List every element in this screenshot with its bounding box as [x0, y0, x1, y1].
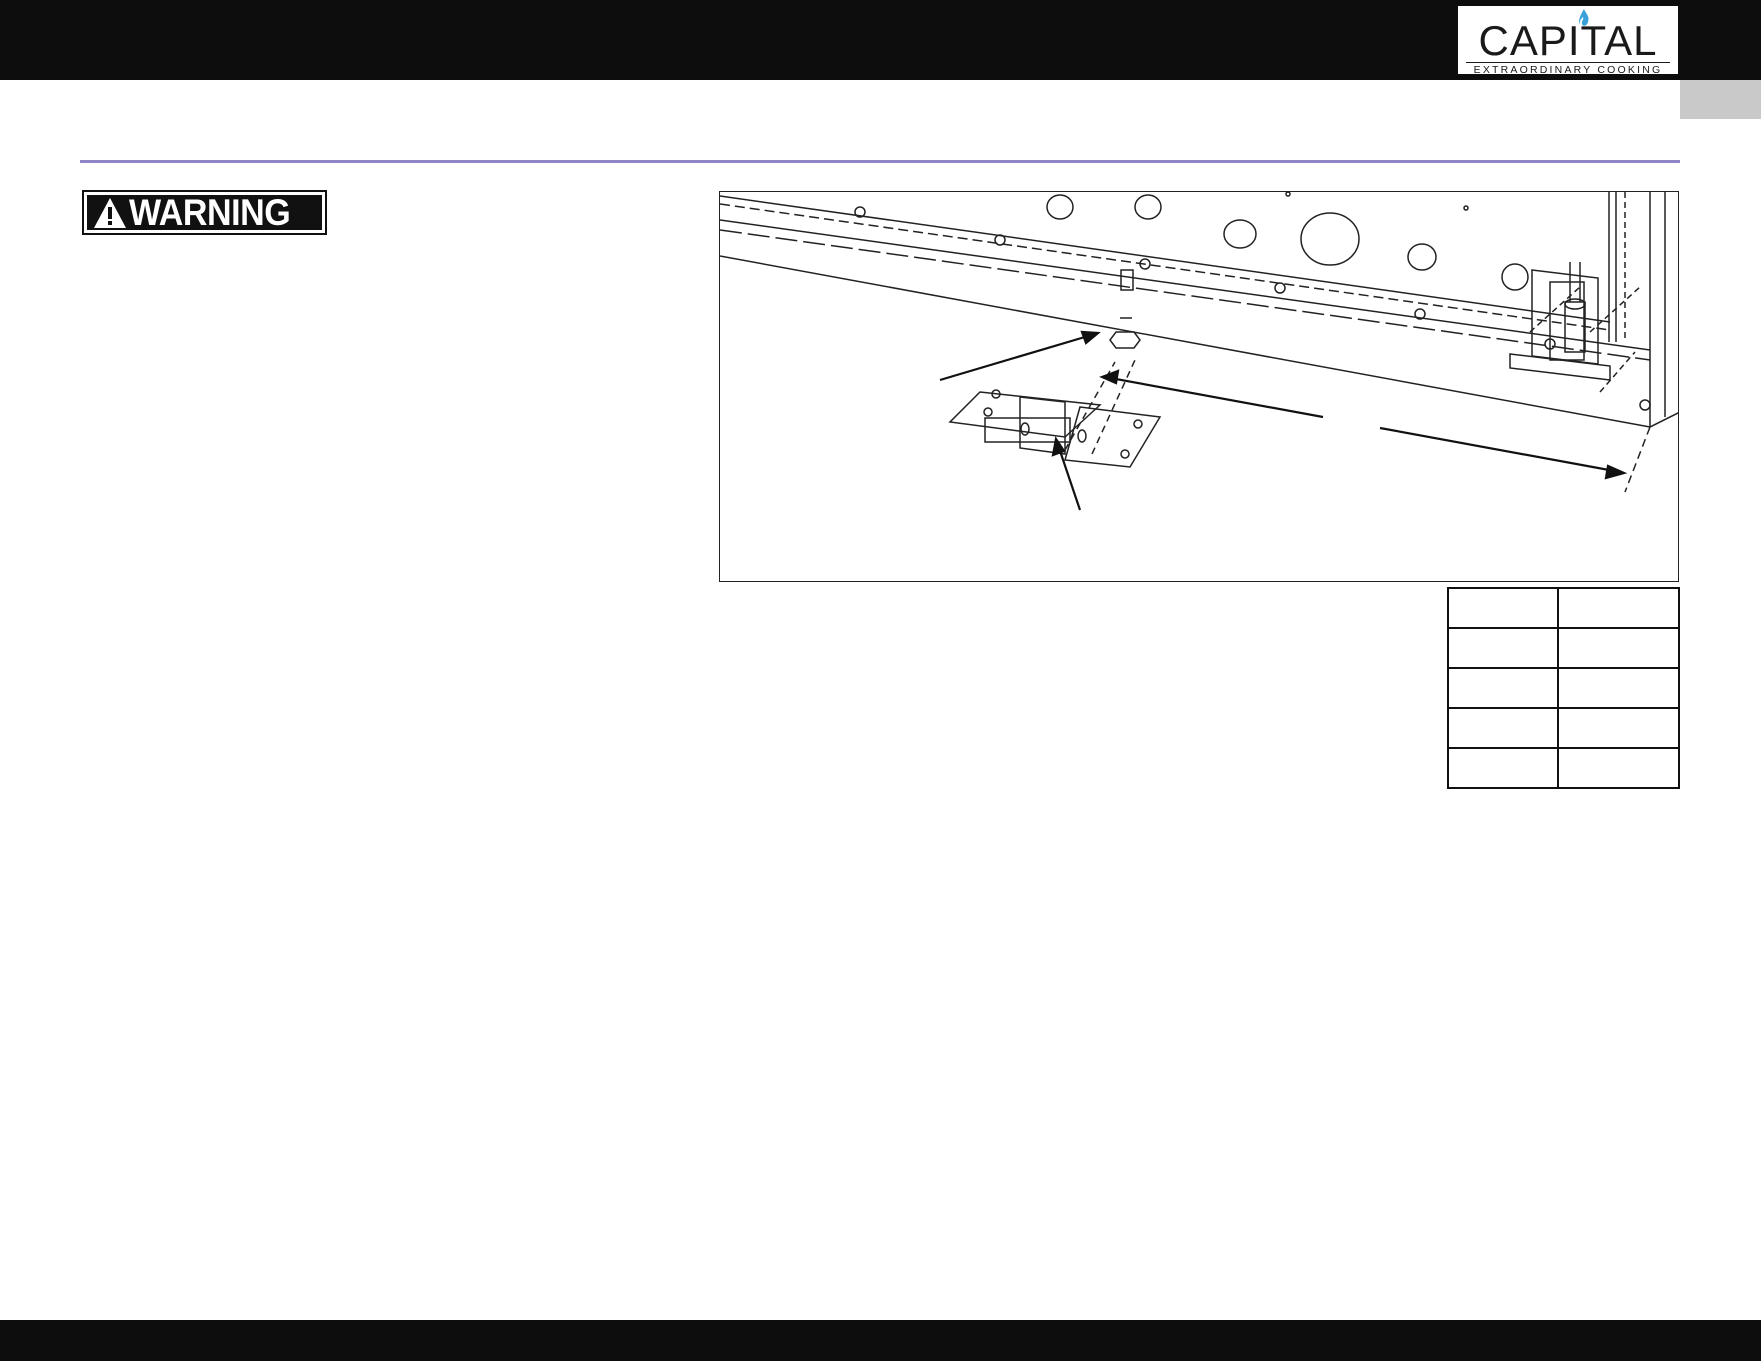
table-cell: [1448, 668, 1558, 708]
table-row: [1448, 708, 1679, 748]
table-cell: [1448, 708, 1558, 748]
table-row: [1448, 748, 1679, 788]
capital-logo: [1456, 4, 1680, 76]
header-bar: [0, 0, 1761, 80]
table-row: [1448, 588, 1679, 628]
table-cell: [1558, 708, 1679, 748]
table-cell: [1558, 748, 1679, 788]
warning-triangle-icon: [93, 197, 127, 229]
table-cell: [1448, 588, 1558, 628]
logo-wordmark: CAPITAL: [1478, 17, 1658, 64]
table-cell: [1558, 668, 1679, 708]
warning-label: WARNING: [129, 192, 291, 233]
table-cell: [1558, 588, 1679, 628]
warning-badge: [82, 190, 327, 235]
caster-bracket-diagram: [720, 192, 1679, 582]
table-row: [1448, 628, 1679, 668]
dimension-table: [1447, 587, 1680, 789]
installation-figure: [719, 191, 1679, 582]
logo-tagline: EXTRAORDINARY COOKING: [1466, 62, 1670, 76]
table-cell: [1448, 628, 1558, 668]
table-row: [1448, 668, 1679, 708]
footer-bar: [0, 1320, 1761, 1361]
side-tab: [1680, 80, 1761, 119]
section-rule: [80, 160, 1680, 163]
table-cell: [1448, 748, 1558, 788]
table-cell: [1558, 628, 1679, 668]
